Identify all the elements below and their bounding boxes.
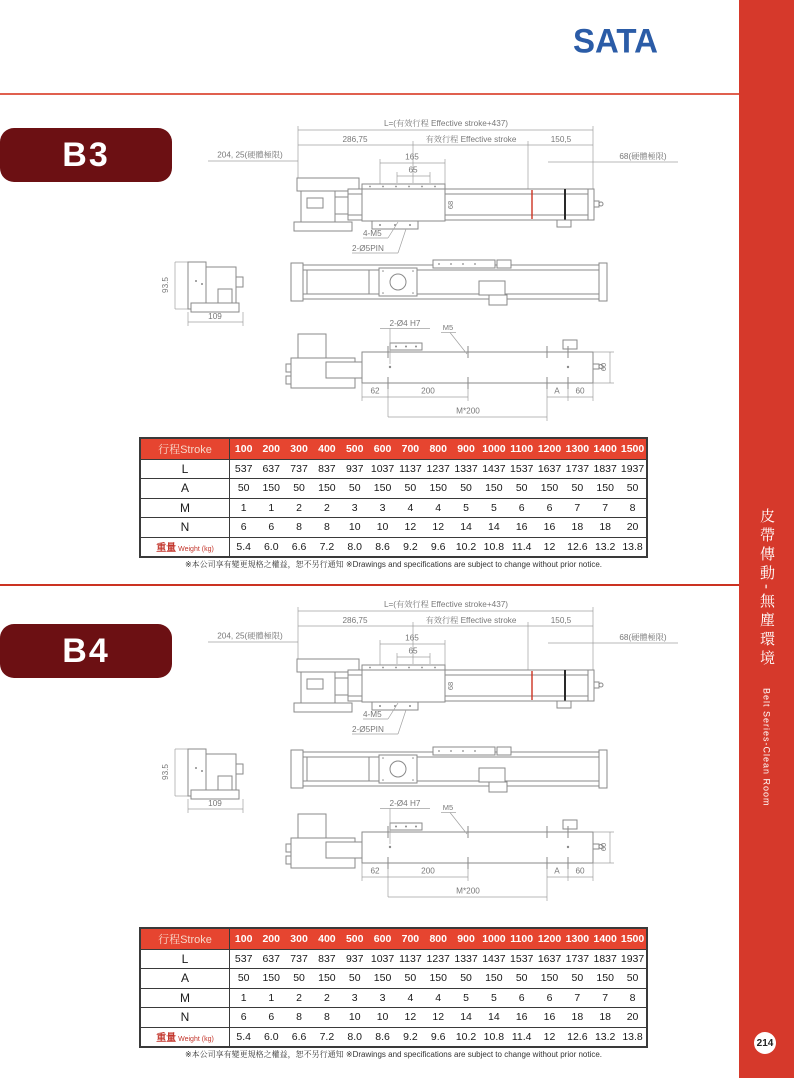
stroke-value: 1200 [537, 932, 562, 945]
b4-spec-table-wrap [139, 927, 648, 1048]
stroke-value: 900 [457, 932, 475, 945]
spec-value: 50 [619, 969, 647, 989]
b3-spec-table [139, 437, 648, 558]
spec-value: 8.6 [369, 1027, 397, 1047]
spec-value: 12 [536, 1027, 564, 1047]
spec-value: 10 [341, 1008, 369, 1028]
stroke-header-row [140, 438, 647, 459]
spec-value: 12.6 [563, 537, 591, 557]
spec-value: 1 [257, 498, 285, 518]
spec-value: 50 [619, 479, 647, 499]
stroke-value: 600 [373, 932, 392, 945]
stroke-value: 1200 [537, 442, 562, 455]
spec-value: 14 [480, 1008, 508, 1028]
b4-spec-note: ※本公司享有變更規格之權益，恕不另行通知 ※Drawings and specifications are subject to change without prior notice. [184, 1050, 603, 1059]
spec-value: 12 [536, 537, 564, 557]
stroke-value: 700 [401, 932, 420, 945]
spec-value: 7.2 [313, 537, 341, 557]
spec-value: 1637 [536, 459, 564, 479]
spec-value: 2 [285, 498, 313, 518]
spec-value: 1337 [452, 459, 480, 479]
spec-value: 10.8 [480, 1027, 508, 1047]
spec-value: 1737 [563, 949, 591, 969]
b4-front-view-drawing [200, 594, 710, 744]
spec-value: 1837 [591, 459, 619, 479]
spec-value: 8.6 [369, 537, 397, 557]
stroke-value: 700 [401, 442, 420, 455]
pin-hole-callout: 2-Ø4 H7 [389, 799, 421, 808]
b3-top-view-drawing [283, 251, 623, 326]
dim-right-offset: 60 [575, 386, 585, 396]
dim-effective-stroke: 有效行程 Effective stroke [425, 135, 517, 144]
dim-side-height: 93.5 [161, 277, 170, 293]
spec-value: 6 [230, 1008, 258, 1028]
dim-a: A [554, 866, 560, 876]
sata-logo: SATA [573, 21, 658, 60]
spec-value: 3 [341, 988, 369, 1008]
spec-row-label: M [140, 988, 230, 1008]
spec-row-label-sub: Weight (kg) [176, 1036, 214, 1043]
spec-value: 12.6 [563, 1027, 591, 1047]
spec-value: 13.2 [591, 537, 619, 557]
spec-value: 737 [285, 459, 313, 479]
spec-value: 1737 [563, 459, 591, 479]
spec-value: 6 [508, 498, 536, 518]
stroke-value: 1300 [565, 932, 590, 945]
model-badge-b3: B3 [0, 128, 172, 182]
spec-value: 6 [536, 988, 564, 1008]
spec-row-label: 重量 Weight (kg) [140, 1027, 230, 1047]
stroke-value: 400 [318, 932, 336, 945]
screw-callout: 4-M5 [363, 229, 382, 238]
spec-value: 1637 [536, 949, 564, 969]
spec-value: 9.6 [424, 537, 452, 557]
stroke-value: 200 [262, 442, 280, 455]
stroke-value: 100 [234, 932, 253, 945]
spec-value: 5 [452, 498, 480, 518]
spec-value: 11.4 [508, 537, 536, 557]
spec-value: 150 [480, 969, 508, 989]
spec-value: 1 [257, 988, 285, 1008]
spec-value: 5 [480, 988, 508, 1008]
spec-value: 16 [536, 518, 564, 538]
dim-rail-width: 68 [446, 681, 455, 691]
spec-value: 50 [230, 479, 258, 499]
spec-row-label: N [140, 1008, 230, 1028]
dim-side-width: 109 [208, 799, 222, 808]
dim-overall-length: L=(有效行程 Effective stroke+437) [383, 600, 509, 609]
dim-left-hard-limit: 204, 25(硬體極限) [217, 150, 283, 160]
spec-value: 7 [591, 498, 619, 518]
pin-callout: 2-Ø5PIN [352, 244, 384, 253]
spec-value: 12 [424, 1008, 452, 1028]
spec-value: 150 [369, 479, 397, 499]
spec-value: 10.2 [452, 537, 480, 557]
b3-bottom-view-drawing [278, 316, 710, 430]
spec-value: 1237 [424, 459, 452, 479]
dim-carriage-length: 165 [405, 633, 419, 643]
spec-value: 6.6 [285, 537, 313, 557]
stroke-value: 1100 [510, 932, 534, 945]
spec-value: 150 [424, 479, 452, 499]
spec-value: 150 [536, 479, 564, 499]
spec-row-label: A [140, 479, 230, 499]
page-number-badge [754, 1032, 776, 1054]
spec-value: 150 [591, 969, 619, 989]
spec-value: 13.8 [619, 537, 647, 557]
stroke-value: 1100 [510, 442, 534, 455]
model-badge-b4: B4 [0, 624, 172, 678]
spec-value: 14 [452, 1008, 480, 1028]
spec-value: 50 [508, 479, 536, 499]
spec-value: 150 [313, 479, 341, 499]
spec-row-label-sub: Weight (kg) [176, 546, 214, 553]
pin-hole-callout: 2-Ø4 H7 [389, 319, 421, 328]
spec-value: 10 [369, 518, 397, 538]
spec-value: 6.0 [257, 1027, 285, 1047]
spec-row-M [140, 988, 647, 1008]
dim-left-hard-limit: 204, 25(硬體極限) [217, 631, 283, 641]
spec-value: 50 [452, 969, 480, 989]
spec-value: 737 [285, 949, 313, 969]
stroke-value: 1000 [482, 442, 506, 455]
spec-value: 50 [508, 969, 536, 989]
spec-value: 9.2 [396, 1027, 424, 1047]
stroke-value: 500 [345, 932, 364, 945]
spec-row-L [140, 459, 647, 479]
stroke-value: 200 [262, 932, 280, 945]
spec-value: 50 [563, 969, 591, 989]
spec-value: 8 [619, 498, 647, 518]
dim-bottom-rail-width: 60 [599, 362, 608, 372]
dim-end-offset: 62 [370, 866, 380, 876]
spec-value: 150 [480, 479, 508, 499]
section-divider [0, 584, 739, 586]
sidebar-category-en: Belt Series-Clean Room [761, 688, 772, 807]
stroke-value: 300 [290, 442, 308, 455]
spec-value: 7.2 [313, 1027, 341, 1047]
spec-value: 150 [424, 969, 452, 989]
spec-value: 1 [230, 988, 258, 1008]
spec-value: 9.2 [396, 537, 424, 557]
spec-value: 11.4 [508, 1027, 536, 1047]
dim-hole-pitch: 65 [408, 646, 418, 656]
spec-value: 7 [563, 498, 591, 518]
spec-value: 1137 [396, 949, 424, 969]
spec-value: 1437 [480, 459, 508, 479]
spec-value: 6 [536, 498, 564, 518]
dim-effective-stroke: 有效行程 Effective stroke [425, 616, 517, 625]
spec-value: 1837 [591, 949, 619, 969]
dim-left-length: 286,75 [342, 616, 368, 625]
spec-value: 637 [257, 459, 285, 479]
spec-value: 1 [230, 498, 258, 518]
spec-row-N [140, 518, 647, 538]
spec-value: 4 [424, 988, 452, 1008]
spec-row-weight [140, 1027, 647, 1047]
spec-value: 150 [313, 969, 341, 989]
pin-callout: 2-Ø5PIN [352, 725, 384, 734]
b3-front-view-drawing [200, 113, 710, 263]
spec-value: 837 [313, 949, 341, 969]
spec-value: 12 [396, 1008, 424, 1028]
b4-bottom-view-drawing [278, 796, 710, 910]
stroke-header-label: 行程Stroke [140, 928, 230, 949]
dim-side-width: 109 [208, 312, 222, 321]
spec-value: 1337 [452, 949, 480, 969]
spec-row-label: L [140, 949, 230, 969]
spec-row-L [140, 949, 647, 969]
dim-right-offset: 60 [575, 866, 585, 876]
b3-spec-table-wrap [139, 437, 648, 558]
spec-row-weight [140, 537, 647, 557]
spec-value: 4 [396, 988, 424, 1008]
spec-value: 6 [230, 518, 258, 538]
spec-value: 937 [341, 949, 369, 969]
spec-value: 837 [313, 459, 341, 479]
spec-value: 5.4 [230, 537, 258, 557]
dim-a: A [554, 386, 560, 396]
b3-spec-note: ※本公司享有變更規格之權益，恕不另行通知 ※Drawings and specifications are subject to change without prior notice. [184, 560, 603, 569]
spec-value: 50 [341, 969, 369, 989]
spec-value: 16 [536, 1008, 564, 1028]
dim-rail-width: 68 [446, 200, 455, 210]
spec-row-A [140, 969, 647, 989]
spec-value: 50 [396, 479, 424, 499]
stroke-value: 1000 [482, 932, 506, 945]
stroke-value: 800 [429, 442, 447, 455]
spec-value: 150 [369, 969, 397, 989]
spec-value: 50 [396, 969, 424, 989]
stroke-value: 1500 [620, 932, 645, 945]
spec-value: 4 [396, 498, 424, 518]
spec-row-M [140, 498, 647, 518]
spec-value: 7 [591, 988, 619, 1008]
spec-value: 50 [452, 479, 480, 499]
spec-value: 8 [619, 988, 647, 1008]
spec-value: 150 [257, 969, 285, 989]
spec-value: 10.2 [452, 1027, 480, 1047]
spec-value: 8.0 [341, 1027, 369, 1047]
spec-value: 1437 [480, 949, 508, 969]
spec-row-N [140, 1008, 647, 1028]
spec-value: 150 [257, 479, 285, 499]
spec-value: 150 [591, 479, 619, 499]
dim-end-offset: 62 [370, 386, 380, 396]
stroke-header-label: 行程Stroke [140, 438, 230, 459]
spec-value: 18 [591, 1008, 619, 1028]
spec-value: 3 [369, 498, 397, 518]
spec-value: 12 [396, 518, 424, 538]
spec-value: 8 [313, 518, 341, 538]
spec-value: 6.6 [285, 1027, 313, 1047]
dim-overall-length: L=(有效行程 Effective stroke+437) [383, 119, 509, 128]
stroke-value: 1300 [565, 442, 590, 455]
spec-value: 537 [230, 949, 258, 969]
page-number: 214 [756, 1037, 774, 1049]
spec-value: 1937 [619, 459, 647, 479]
spec-value: 1537 [508, 949, 536, 969]
spec-value: 10.8 [480, 537, 508, 557]
spec-value: 50 [285, 479, 313, 499]
dim-right-length: 150,5 [550, 616, 572, 625]
stroke-value: 1500 [620, 442, 645, 455]
spec-value: 4 [424, 498, 452, 518]
b3-side-view-drawing [158, 251, 298, 331]
b4-side-view-drawing [158, 738, 298, 818]
spec-value: 8 [285, 518, 313, 538]
spec-value: 5 [480, 498, 508, 518]
spec-value: 10 [341, 518, 369, 538]
screw-callout: 4-M5 [363, 710, 382, 719]
spec-value: 537 [230, 459, 258, 479]
spec-value: 6 [508, 988, 536, 1008]
stroke-value: 900 [457, 442, 475, 455]
spec-value: 1137 [396, 459, 424, 479]
spec-value: 18 [591, 518, 619, 538]
spec-value: 18 [563, 1008, 591, 1028]
dim-pitch-total: M*200 [456, 406, 480, 416]
spec-value: 16 [508, 1008, 536, 1028]
dim-right-hard-limit: 68(硬體極限) [619, 633, 667, 642]
spec-value: 50 [563, 479, 591, 499]
spec-value: 13.2 [591, 1027, 619, 1047]
spec-value: 14 [480, 518, 508, 538]
spec-value: 20 [619, 1008, 647, 1028]
spec-value: 2 [313, 988, 341, 1008]
sidebar [739, 0, 794, 1078]
spec-row-label: N [140, 518, 230, 538]
spec-value: 6.0 [257, 537, 285, 557]
spec-value: 6 [257, 518, 285, 538]
spec-value: 1037 [369, 949, 397, 969]
stroke-value: 400 [318, 442, 336, 455]
spec-value: 637 [257, 949, 285, 969]
stroke-value: 1400 [593, 932, 617, 945]
spec-value: 2 [313, 498, 341, 518]
dim-pitch-total: M*200 [456, 886, 480, 896]
spec-value: 937 [341, 459, 369, 479]
dim-right-hard-limit: 68(硬體極限) [619, 152, 667, 161]
spec-row-label: A [140, 969, 230, 989]
spec-value: 1037 [369, 459, 397, 479]
spec-value: 20 [619, 518, 647, 538]
stroke-value: 500 [345, 442, 364, 455]
spec-value: 1937 [619, 949, 647, 969]
stroke-value: 100 [234, 442, 253, 455]
dim-carriage-length: 165 [405, 152, 419, 162]
dim-left-length: 286,75 [342, 135, 368, 144]
spec-value: 5.4 [230, 1027, 258, 1047]
dim-hole-pitch: 65 [408, 165, 418, 175]
dim-pitch: 200 [421, 866, 435, 876]
spec-value: 6 [257, 1008, 285, 1028]
spec-value: 50 [230, 969, 258, 989]
spec-row-label: 重量 Weight (kg) [140, 537, 230, 557]
stroke-value: 1400 [593, 442, 617, 455]
header-rule [0, 93, 739, 95]
spec-value: 9.6 [424, 1027, 452, 1047]
spec-value: 3 [341, 498, 369, 518]
spec-row-A [140, 479, 647, 499]
spec-value: 50 [285, 969, 313, 989]
spec-value: 8.0 [341, 537, 369, 557]
spec-value: 8 [285, 1008, 313, 1028]
sidebar-category-cn: 皮帶傳動-無塵環境 [758, 508, 775, 669]
spec-value: 14 [452, 518, 480, 538]
spec-value: 8 [313, 1008, 341, 1028]
spec-value: 12 [424, 518, 452, 538]
stroke-value: 800 [429, 932, 447, 945]
spec-value: 1537 [508, 459, 536, 479]
dim-pitch: 200 [421, 386, 435, 396]
spec-value: 150 [536, 969, 564, 989]
spec-value: 5 [452, 988, 480, 1008]
spec-value: 13.8 [619, 1027, 647, 1047]
thread-callout: M5 [442, 803, 454, 812]
spec-value: 18 [563, 518, 591, 538]
stroke-header-row [140, 928, 647, 949]
thread-callout: M5 [442, 323, 454, 332]
spec-value: 50 [341, 479, 369, 499]
spec-value: 16 [508, 518, 536, 538]
stroke-value: 600 [373, 442, 392, 455]
dim-side-height: 93.5 [161, 764, 170, 780]
spec-value: 2 [285, 988, 313, 1008]
spec-value: 3 [369, 988, 397, 1008]
spec-value: 1237 [424, 949, 452, 969]
dim-right-length: 150,5 [550, 135, 572, 144]
stroke-value: 300 [290, 932, 308, 945]
b4-spec-table [139, 927, 648, 1048]
dim-bottom-rail-width: 60 [599, 842, 608, 852]
spec-row-label: L [140, 459, 230, 479]
spec-row-label: M [140, 498, 230, 518]
spec-value: 10 [369, 1008, 397, 1028]
spec-value: 7 [563, 988, 591, 1008]
